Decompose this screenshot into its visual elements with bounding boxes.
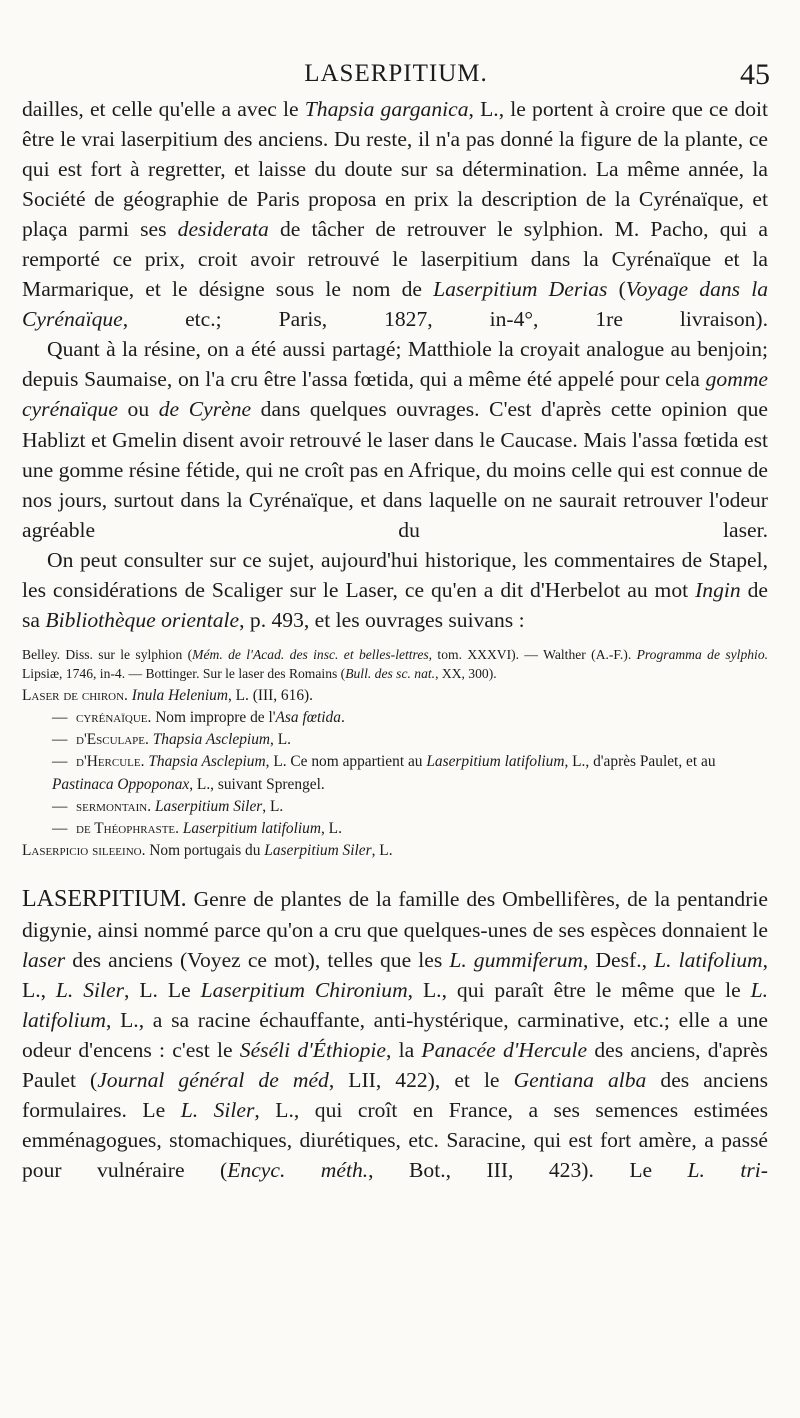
- article-lemma: LASERPITIUM.: [22, 886, 187, 913]
- italic-term: Séséli d'Éthiopie: [239, 1037, 386, 1062]
- text: dailles, et celle qu'elle a avec le: [22, 97, 305, 121]
- book-title: Bibliothèque orientale: [45, 607, 240, 632]
- entry: [22, 729, 768, 751]
- entry-head: cyrénaïque.: [76, 709, 152, 727]
- latin-name: L. tri-: [687, 1157, 768, 1182]
- latin-name: L. Siler: [180, 1097, 255, 1122]
- latin-name: Laserpitium latifolium: [426, 753, 565, 771]
- paragraph: [22, 545, 768, 635]
- entry: [22, 685, 768, 707]
- text: , L., le portent à croire que ce doit être le vrai laserpitium des anciens. Du reste, il n'a pas donné la figure de la plante, ce qui est fort à regretter, et laisse du doute sur sa détermination. La même année, la Société de géographie de Paris proposa en prix la description de la Cyrénaïque, et plaça parmi ses: [22, 97, 769, 242]
- entry: [22, 796, 768, 818]
- text: ou: [117, 397, 159, 422]
- book-title: Voyage dans la Cyrénaïque: [22, 277, 769, 332]
- text: Genre de plantes de la famille des Ombellifères, de la pentandrie digynie, ainsi nommé parce qu'on a cru que quelques-unes de ses espèces donnaient le: [22, 887, 768, 942]
- text: , L., a sa racine échauffante, anti-hystérique, carminative, etc.; elle a une odeur d'encens : c'est le: [22, 1007, 768, 1062]
- entry: [22, 751, 768, 795]
- text: , Desf.,: [582, 947, 655, 972]
- text: Quant à la résine, on a été aussi partagé; Matthiole la croyait analogue au benjoin; depuis Saumaise, on l'a cru être l'assa fœtida, qui a même été appelé pour cela: [22, 337, 768, 392]
- italic-term: Panacée d'Hercule: [421, 1037, 588, 1062]
- latin-name: L. gummiferum: [449, 947, 583, 972]
- book-title: Encyc. méth.: [227, 1157, 369, 1182]
- journal-title: Bull. des sc. nat.: [345, 665, 436, 681]
- dash: —: [52, 797, 68, 815]
- text: .: [340, 709, 345, 727]
- entry-head: d'Esculape.: [76, 731, 149, 749]
- entry-head: Laserpicio sileeino.: [22, 842, 146, 860]
- text: des anciens, d'après Paulet (: [22, 1037, 768, 1092]
- dash: —: [52, 753, 68, 771]
- italic-term: de Cyrène: [158, 397, 252, 422]
- page-header: [22, 58, 770, 98]
- text: On peut consulter sur ce sujet, aujourd'hui historique, les commentaires de Stapel, les considérations de Scaliger sur le Laser, ce qu'en a dit d'Herbelot au mot: [22, 547, 768, 602]
- journal-title: Mém. de l'Acad. des insc. et belles-lettres: [192, 646, 429, 662]
- text: , L.,: [22, 947, 768, 1002]
- text: Lipsiæ, 1746, in-4. — Bottinger. Sur le laser des Romains (: [22, 665, 346, 681]
- entry-head: sermontain.: [76, 797, 152, 815]
- latin-name: Asa fœtida: [275, 709, 341, 727]
- latin-name: L. latifolium: [654, 947, 763, 972]
- text: , L.: [262, 797, 284, 815]
- page-body: [22, 94, 768, 1185]
- italic-term: desiderata: [177, 217, 269, 242]
- text: , etc.; Paris, 1827, in-4°, 1re livraison).: [122, 307, 768, 332]
- text: , Bot., III, 423). Le: [368, 1157, 688, 1182]
- reference-list: [22, 645, 768, 683]
- dash: —: [52, 820, 68, 838]
- text: Nom impropre de l': [151, 709, 276, 727]
- text: , L.: [320, 820, 342, 838]
- latin-name: L. Siler: [55, 977, 125, 1002]
- latin-name: Inula Helenium: [131, 686, 228, 704]
- paragraph: [22, 334, 768, 544]
- paragraph: [22, 94, 768, 334]
- synonym-entries: [22, 685, 768, 863]
- entry: [22, 818, 768, 840]
- text: , L. Ce nom appartient au: [265, 753, 427, 771]
- latin-name: Laserpitium latifolium: [182, 820, 321, 838]
- latin-name: L. latifolium: [22, 977, 768, 1032]
- text: , L., qui paraît être le même que le: [407, 977, 751, 1002]
- italic-term: laser: [22, 947, 66, 972]
- latin-name: Pastinaca Oppoponax: [52, 775, 190, 793]
- article-paragraph: [22, 884, 768, 1184]
- references: [22, 645, 768, 683]
- entry: [22, 707, 768, 729]
- dash: —: [52, 731, 68, 749]
- text: , XX, 300).: [435, 665, 497, 681]
- text: Belley. Diss. sur le sylphion (: [22, 646, 193, 662]
- text: , L.: [371, 842, 393, 860]
- entry: [22, 840, 768, 862]
- book-title: Programma de sylphio.: [636, 646, 769, 662]
- text: , L., suivant Sprengel.: [189, 775, 325, 793]
- text: , L. (III, 616).: [227, 686, 313, 704]
- latin-name: Laserpitium Siler: [154, 797, 263, 815]
- text: des anciens (Voyez ce mot), telles que les: [65, 947, 450, 972]
- italic-term: gomme cyrénaïque: [22, 367, 768, 422]
- text: , tom. XXXVI). — Walther (A.-F.).: [428, 646, 637, 662]
- text: , L. Le: [124, 977, 201, 1002]
- latin-name: Thapsia Asclepium: [148, 753, 266, 771]
- dash: —: [52, 709, 68, 727]
- running-title: LASERPITIUM.: [304, 60, 488, 87]
- latin-name: Thapsia garganica: [304, 97, 469, 121]
- italic-term: Ingin: [695, 577, 741, 602]
- entry-head: de Théophraste.: [76, 820, 179, 838]
- spacer: [22, 862, 768, 884]
- text: Nom portugais du: [145, 842, 265, 860]
- latin-name: Laserpitium Chironium: [200, 977, 408, 1002]
- latin-name: Thapsia Asclepium: [152, 731, 271, 749]
- latin-name: Laserpitium Derias: [433, 277, 608, 302]
- entry-head: d'Hercule.: [76, 753, 145, 771]
- entry-head: Laser de chiron.: [22, 686, 128, 704]
- text: , la: [385, 1037, 422, 1062]
- text: , LII, 422), et le: [328, 1067, 514, 1092]
- text: de sa: [22, 577, 769, 632]
- text: , L.: [270, 731, 291, 749]
- page-number: 45: [740, 58, 770, 91]
- journal-title: Journal général de méd: [97, 1067, 329, 1092]
- latin-name: Laserpitium Siler: [264, 842, 372, 860]
- latin-name: Gentiana alba: [513, 1067, 647, 1092]
- text: (: [607, 277, 626, 302]
- text: , L., qui croît en France, a ses semences estimées emménagogues, stomachiques, diurétiques, etc. Saracine, qui est fort amère, a passé pour vulnéraire (: [22, 1097, 768, 1182]
- text: de tâcher de retrouver le sylphion. M. Pacho, qui a remporté ce prix, croit avoir retrouvé le laserpitium dans la Cyrénaïque et la Marmarique, et le désigne sous le nom de: [22, 217, 768, 302]
- text: , p. 493, et les ouvrages suivans :: [239, 607, 525, 632]
- text: dans quelques ouvrages. C'est d'après cette opinion que Hablizt et Gmelin disent avoir retrouvé le laser dans le Caucase. Mais l'assa fœtida est une gomme résine fétide, qui ne croît pas en Afrique, du moins celle qui est connue de nos jours, surtout dans la Cyrénaïque, et dans laquelle on ne saurait retrouver l'odeur agréable du laser.: [22, 397, 768, 542]
- text: des anciens formulaires. Le: [22, 1067, 768, 1122]
- text: , L., d'après Paulet, et au: [564, 753, 716, 771]
